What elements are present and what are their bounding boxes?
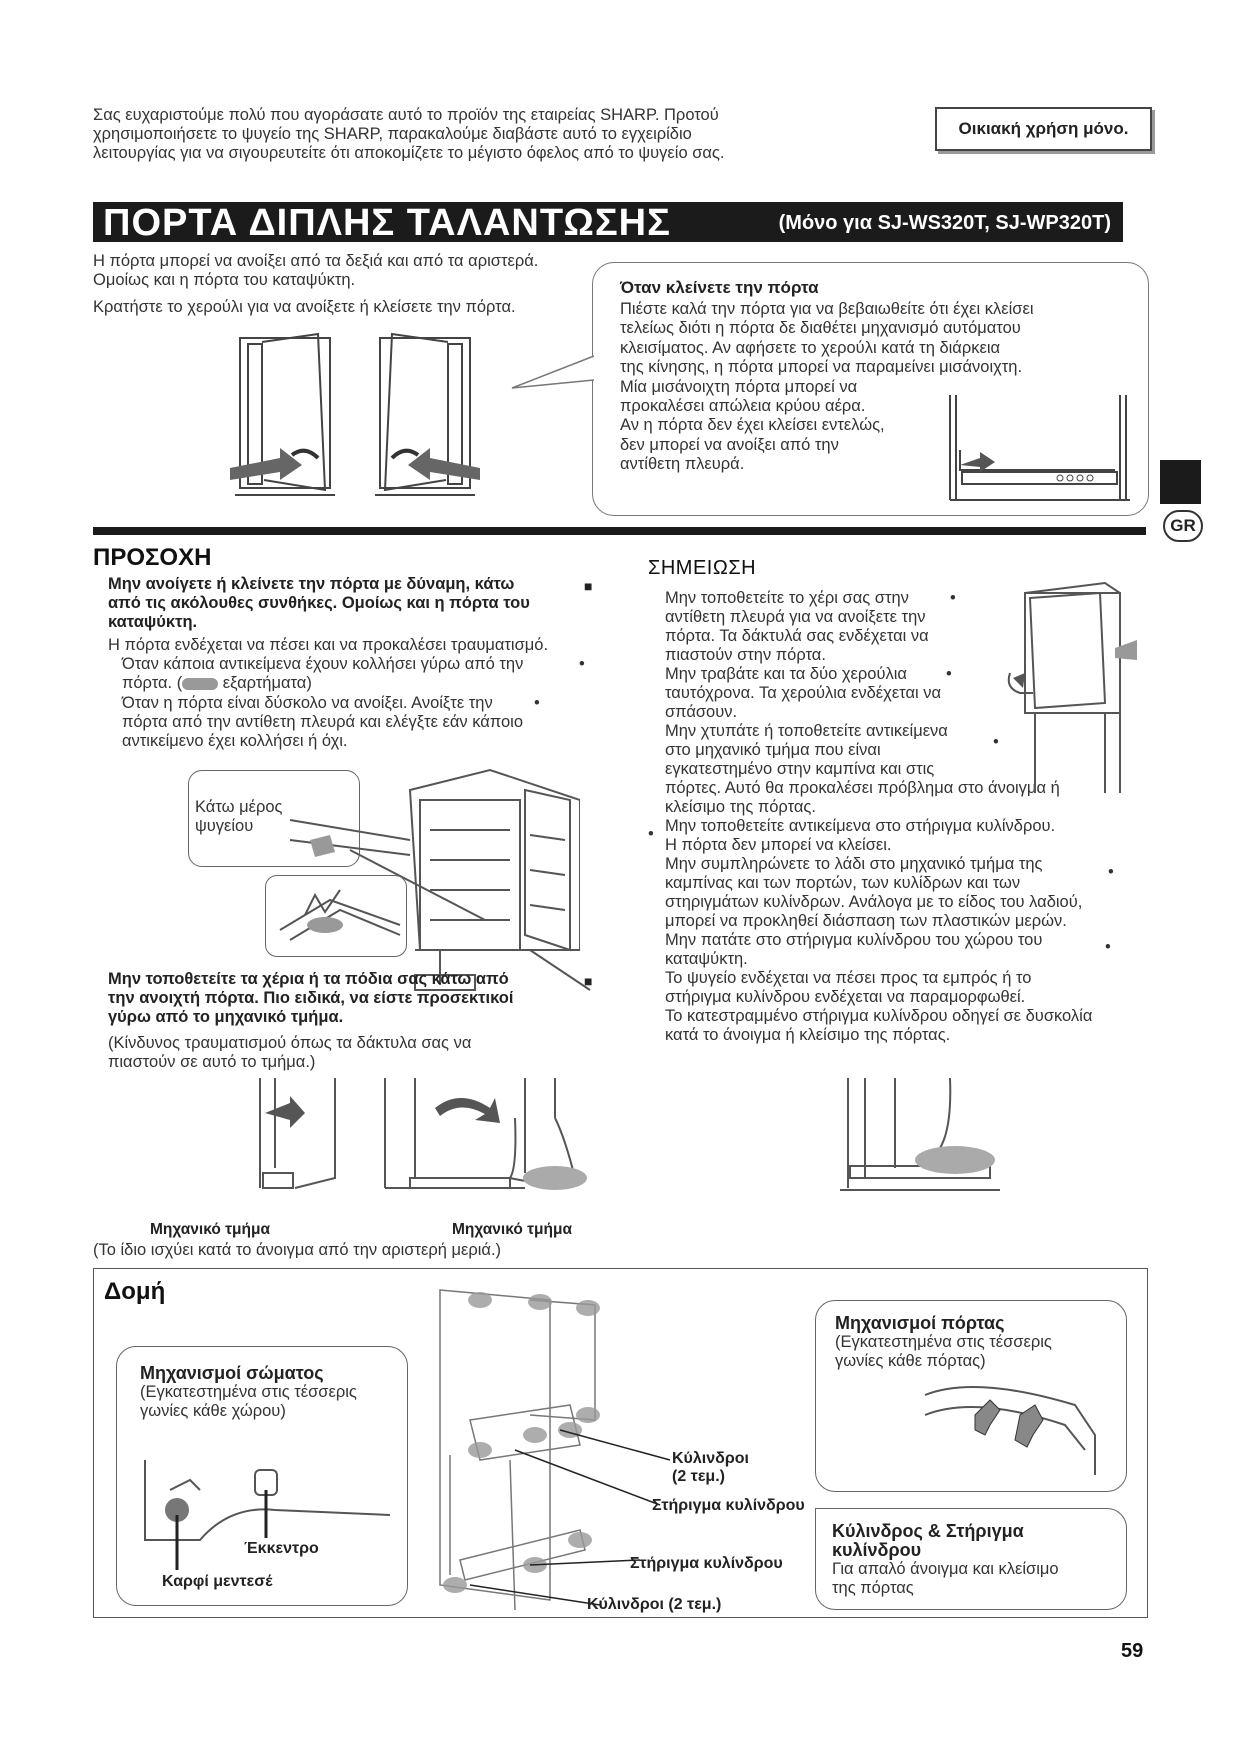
note-line: στήριγμα κυλίνδρου ενδέχεται να παραμορφωθεί.	[665, 988, 1026, 1006]
caution-line: Όταν η πόρτα είναι δύσκολο να ανοίξει. Ανοίξτε την	[122, 694, 493, 712]
note-line: Μην τραβάτε και τα δύο χερούλια	[665, 665, 907, 683]
closing-line: Πιέστε καλά την πόρτα για να βεβαιωθείτε ότι έχει κλείσει	[620, 300, 1034, 318]
note-line: στηριγμάτων κυλίνδρων. Ανάλογα με το είδος του λαδιού,	[665, 893, 1083, 911]
intro-line: λειτουργίας για να σιγουρευτείτε ότι αποκομίζετε το μέγιστο όφελος από το ψυγείο σας.	[93, 144, 725, 162]
caution-line: πιαστούν σε αυτό το τμήμα.)	[108, 1053, 316, 1071]
note-line: μπορεί να προκληθεί διάσπαση των πλαστικών μερών.	[665, 912, 1067, 930]
note-line: Μην τοποθετείτε το χέρι σας στην	[665, 589, 909, 607]
page-number: 59	[1121, 1640, 1144, 1662]
caution-line: γύρω από το μηχανικό τμήμα.	[108, 1008, 344, 1026]
door-mech-sub: (Εγκατεστημένα στις τέσσερις	[835, 1333, 1052, 1351]
section-banner	[93, 202, 1123, 242]
intro-text	[93, 106, 833, 163]
banner-models: (Μόνο για SJ-WS320T, SJ-WP320T)	[778, 212, 1111, 234]
bullet-dot: •	[648, 825, 654, 843]
note-line: Το κατεστραμμένο στήριγμα κυλίνδρου οδηγεί σε δυσκολία	[665, 1007, 1093, 1025]
caution-line: καταψύκτη.	[108, 613, 198, 631]
note-line: πόρτα. Τα δάκτυλά σας ενδέχεται να	[665, 627, 929, 645]
rollers-1-line: (2 τεμ.)	[672, 1468, 725, 1485]
bullet-dot: •	[1105, 938, 1111, 956]
home-use-badge	[935, 107, 1152, 151]
door-line: Κρατήστε το χερούλι για να ανοίξετε ή κλείσετε την πόρτα.	[93, 298, 516, 316]
roller-holder-1-label: Στήριγμα κυλίνδρου	[652, 1497, 805, 1514]
fridge-side-illustration	[1005, 578, 1140, 798]
door-line: Η πόρτα μπορεί να ανοίξει από τα δεξιά και από τα αριστερά.	[93, 252, 539, 270]
bottom-label-line: ψυγείου	[195, 817, 254, 835]
closing-line: αντίθετη πλευρά.	[620, 455, 745, 474]
roller-holder-2-label: Στήριγμα κυλίνδρου	[630, 1555, 783, 1572]
bullet-dot: •	[579, 655, 585, 673]
caution-line: εξαρτήματα)	[218, 674, 312, 692]
caution-line: από τις ακόλουθες συνθήκες. Ομοίως και η πόρτα του	[108, 594, 530, 612]
caution-line: πόρτα από την αντίθετη πλευρά και ελέγξτε εάν κάποιο	[122, 713, 524, 731]
language-tab	[1163, 510, 1203, 542]
caution-item-1	[108, 575, 578, 632]
note-line: ταυτόχρονα. Τα χερούλια ενδέχεται να	[665, 684, 942, 702]
rollers-2-label: Κύλινδροι (2 τεμ.)	[587, 1596, 722, 1613]
intro-line: Σας ευχαριστούμε πολύ που αγοράσατε αυτό το προϊόν της εταιρείας SHARP. Προτού	[93, 106, 719, 124]
eccentric-label: Έκκεντρο	[244, 1540, 319, 1557]
note-line: πόρτες. Αυτό θα προκαλέσει πρόβλημα στο άνοιγμα ή	[665, 779, 1060, 797]
roller-holder-sub: Για απαλό άνοιγμα και κλείσιμο	[832, 1560, 1059, 1578]
half-open-door-illustration	[940, 390, 1140, 505]
caution-danger	[108, 1034, 588, 1072]
rollers-1-label	[672, 1450, 749, 1486]
section-divider	[93, 527, 1146, 535]
caution-subitem-2	[122, 694, 592, 751]
note-line: καταψύκτη.	[665, 950, 748, 968]
stepping-hazard-illustration	[840, 1078, 1000, 1198]
bullet-dot: •	[950, 589, 956, 607]
closing-line: προκαλέσει απώλεια κρύου αέρα.	[620, 397, 866, 416]
body-mechanism-illustration	[140, 1460, 400, 1590]
roller-holder-title: κυλίνδρου	[832, 1540, 922, 1560]
body-mech-sub: γωνίες κάθε χώρου)	[140, 1402, 286, 1420]
caution-line: την ανοιχτή πόρτα. Πιο ειδικά, να είστε προσεκτικοί	[108, 989, 514, 1007]
intro-line: χρησιμοποιήσετε το ψυγείο της SHARP, παρακαλούμε διαβάστε αυτό το εγχειρίδιο	[93, 125, 692, 143]
body-mech-sub: (Εγκατεστημένα στις τέσσερις	[140, 1383, 357, 1401]
door-mechanism-label	[835, 1314, 1115, 1371]
closing-title: Όταν κλείνετε την πόρτα	[620, 278, 819, 297]
caution-line: πόρτα. (	[122, 674, 183, 692]
bullet-dot: •	[1108, 863, 1114, 881]
bottom-label	[195, 798, 282, 836]
note-line: σπάσουν.	[665, 703, 738, 721]
caution-line: Μην τοποθετείτε τα χέρια ή τα πόδια σας κάτω από	[108, 970, 509, 988]
note-line: κλείσιμο της πόρτας.	[665, 798, 816, 816]
mech-caption-left: Μηχανικό τμήμα	[150, 1221, 270, 1238]
note-line: κατά το άνοιγμα ή κλείσιμο της πόρτας.	[665, 1026, 951, 1044]
note-heading: ΣΗΜΕΙΩΣΗ	[648, 557, 757, 579]
body-mechanism-label	[140, 1364, 400, 1421]
bullet-dot: •	[993, 733, 999, 751]
same-left-note: (Το ίδιο ισχύει κατά το άνοιγμα από την αριστερή μεριά.)	[93, 1241, 502, 1259]
mech-caption-right: Μηχανικό τμήμα	[452, 1221, 572, 1238]
roller-holder-title: Κύλινδρος & Στήριγμα	[832, 1521, 1024, 1541]
note-line: καμπίνας και των πορτών, των κυλίδρων και των	[665, 874, 1021, 892]
structure-title: Δομή	[104, 1278, 166, 1305]
highlight-swatch	[182, 678, 218, 690]
note-line: εγκατεστημένο στην καμπίνα και στις	[665, 760, 935, 778]
note-line: Το ψυγείο ενδέχεται να πέσει προς τα εμπρός ή το	[665, 969, 1032, 987]
bottom-label-line: Κάτω μέρος	[195, 798, 283, 816]
closing-line: Αν η πόρτα δεν έχει κλείσει εντελώς,	[620, 416, 885, 435]
mechanism-hazard-illustration	[255, 1078, 595, 1218]
caution-line: (Κίνδυνος τραυματισμού όπως τα δάκτυλα σας να	[108, 1034, 472, 1052]
caution-line: Μην ανοίγετε ή κλείνετε την πόρτα με δύναμη, κάτω	[108, 575, 515, 593]
door-mechanism-illustration	[915, 1375, 1115, 1485]
body-mech-title: Μηχανισμοί σώματος	[140, 1363, 324, 1383]
note-line: Μην πατάτε στο στήριγμα κυλίνδρου του χώρου του	[665, 931, 1043, 949]
caution-line: Όταν κάποια αντικείμενα έχουν κολλήσει γύρω από την	[122, 655, 524, 673]
finger-pinch-illustration	[270, 880, 410, 950]
language-tab-label: GR	[1170, 516, 1196, 535]
caution-heading: ΠΡΟΣΟΧΗ	[93, 544, 212, 571]
door-mech-title: Μηχανισμοί πόρτας	[835, 1313, 1005, 1333]
caution-item-2	[108, 970, 588, 1027]
closing-line: δεν μπορεί να ανοίξει από την	[620, 435, 839, 454]
note-line: αντίθετη πλευρά για να ανοίξετε την	[665, 608, 926, 626]
dowel-label: Καρφί μεντεσέ	[162, 1573, 273, 1590]
roller-holder-label	[832, 1522, 1122, 1598]
bullet-dot: •	[946, 665, 952, 683]
caution-fall-text: Η πόρτα ενδέχεται να πέσει και να προκαλέσει τραυματισμό.	[108, 636, 549, 654]
door-description	[93, 252, 613, 317]
door-mech-sub: γωνίες κάθε πόρτας)	[835, 1352, 986, 1370]
callout-pointer	[510, 350, 600, 400]
closing-line: τελείως διότι η πόρτα δε διαθέτει μηχανισμό αυτόματου	[620, 319, 1021, 338]
bullet-dot: •	[534, 694, 540, 712]
note-line: Η πόρτα δεν μπορεί να κλείσει.	[665, 836, 892, 854]
closing-line: της κίνησης, η πόρτα μπορεί να παραμείνει μισάνοιχτη.	[620, 358, 1023, 377]
roller-holder-sub: της πόρτας	[832, 1579, 914, 1597]
door-line: Ομοίως και η πόρτα του καταψύκτη.	[93, 271, 356, 289]
closing-line: κλεισίματος. Αν αφήσετε το χερούλι κατά τη διάρκεια	[620, 338, 1001, 357]
language-tab-marker	[1160, 460, 1201, 504]
caution-subitem-1	[122, 655, 592, 693]
note-line: στο μηχανικό τμήμα που είναι	[665, 741, 881, 759]
bullet-square: ■	[584, 578, 593, 594]
caution-line: αντικείμενο έχει κολλήσει ή όχι.	[122, 732, 348, 750]
rollers-1-line: Κύλινδροι	[672, 1450, 749, 1467]
banner-title: ΠΟΡΤΑ ΔΙΠΛΗΣ ΤΑΛΑΝΤΩΣΗΣ	[103, 202, 671, 244]
closing-line: Μία μισάνοιχτη πόρτα μπορεί να	[620, 377, 858, 396]
door-open-illustration	[230, 330, 510, 510]
note-line: Μην χτυπάτε ή τοποθετείτε αντικείμενα	[665, 722, 948, 740]
bullet-square: ■	[584, 973, 593, 989]
note-line: Μην τοποθετείτε αντικείμενα στο στήριγμα κυλίνδρου.	[665, 817, 1056, 835]
note-line: πιαστούν στην πόρτα.	[665, 646, 826, 664]
home-use-label: Οικιακή χρήση μόνο.	[958, 119, 1129, 138]
note-line: Μην συμπληρώνετε το λάδι στο μηχανικό τμήμα της	[665, 855, 1043, 873]
